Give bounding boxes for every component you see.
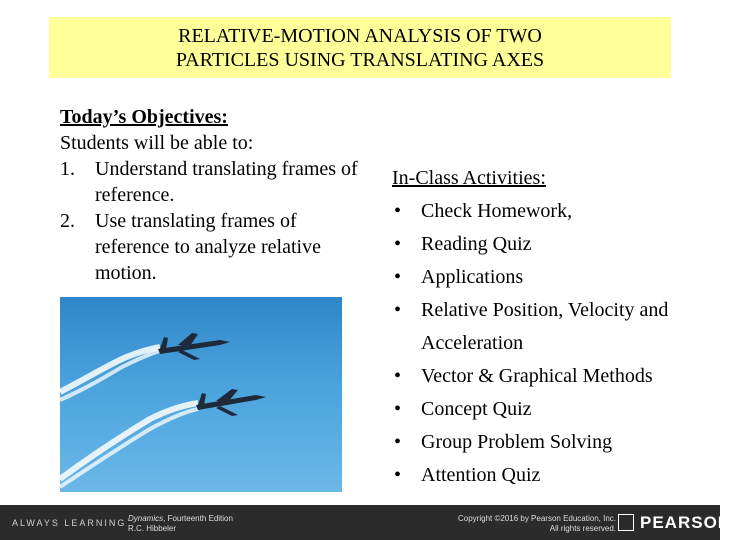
activity-text: Vector & Graphical Methods [421,365,653,387]
book-title: Dynamics [128,514,164,523]
activity-text: Relative Position, Velocity and Acceleration [421,299,669,354]
activity-item [392,195,692,228]
activity-item [392,459,692,492]
activity-item [392,261,692,294]
bullet-marker: • [394,266,402,288]
pearson-logo-text: PEARSON [640,513,731,532]
activity-text: Applications [421,266,524,288]
jet-lower [196,389,266,416]
objective-number: 1. [60,158,75,180]
title-line-2: PARTICLES USING TRANSLATING AXES [175,48,545,71]
activity-item [392,294,692,360]
activity-text: Concept Quiz [421,398,532,420]
footer-bar [0,505,731,540]
book-author: R.C. Hibbeler [128,524,177,533]
jets-illustration [60,297,342,492]
bullet-marker: • [394,398,402,420]
contrail-lower-2 [60,409,198,487]
bullet-marker: • [394,200,402,222]
activities-section [392,162,692,492]
bullet-marker: • [394,431,402,453]
objectives-heading: Today’s Objectives: [60,106,228,128]
activities-heading: In-Class Activities: [392,167,546,189]
bullet-marker: • [394,464,402,486]
activity-item [392,393,692,426]
title-line-1: RELATIVE-MOTION ANALYSIS OF TWO [178,24,542,47]
book-edition: , Fourteenth Edition [163,514,233,523]
objective-item [60,208,360,286]
contrail-upper [60,347,160,392]
objective-text: Understand translating frames of reference. [95,158,358,206]
activity-text: Reading Quiz [421,233,532,255]
jets-photo [60,297,342,492]
contrail-upper-2 [60,351,160,400]
activity-text: Check Homework, [421,200,573,222]
copyright-notice [458,514,616,534]
activity-text: Attention Quiz [421,464,541,486]
activity-item [392,228,692,261]
book-info [128,514,233,534]
copyright-line-2: All rights reserved. [549,524,616,533]
activities-list [392,195,692,492]
activity-item [392,426,692,459]
bullet-marker: • [394,365,402,387]
objectives-section [60,104,360,286]
objective-item [60,156,360,208]
always-learning-tagline: ALWAYS LEARNING [12,518,127,528]
activity-item [392,360,692,393]
slide-title [49,17,671,78]
bullet-marker: • [394,233,402,255]
objective-number: 2. [60,210,75,232]
activity-text: Group Problem Solving [421,431,613,453]
pearson-logo-icon [618,514,634,531]
bullet-marker: • [394,299,402,321]
jet-upper [158,333,230,360]
objectives-list [60,156,360,286]
copyright-line-1: Copyright ©2016 by Pearson Education, Inc. [458,514,616,523]
objective-text: Use translating frames of reference to analyze relative motion. [95,210,321,284]
objectives-intro: Students will be able to: [60,132,254,154]
